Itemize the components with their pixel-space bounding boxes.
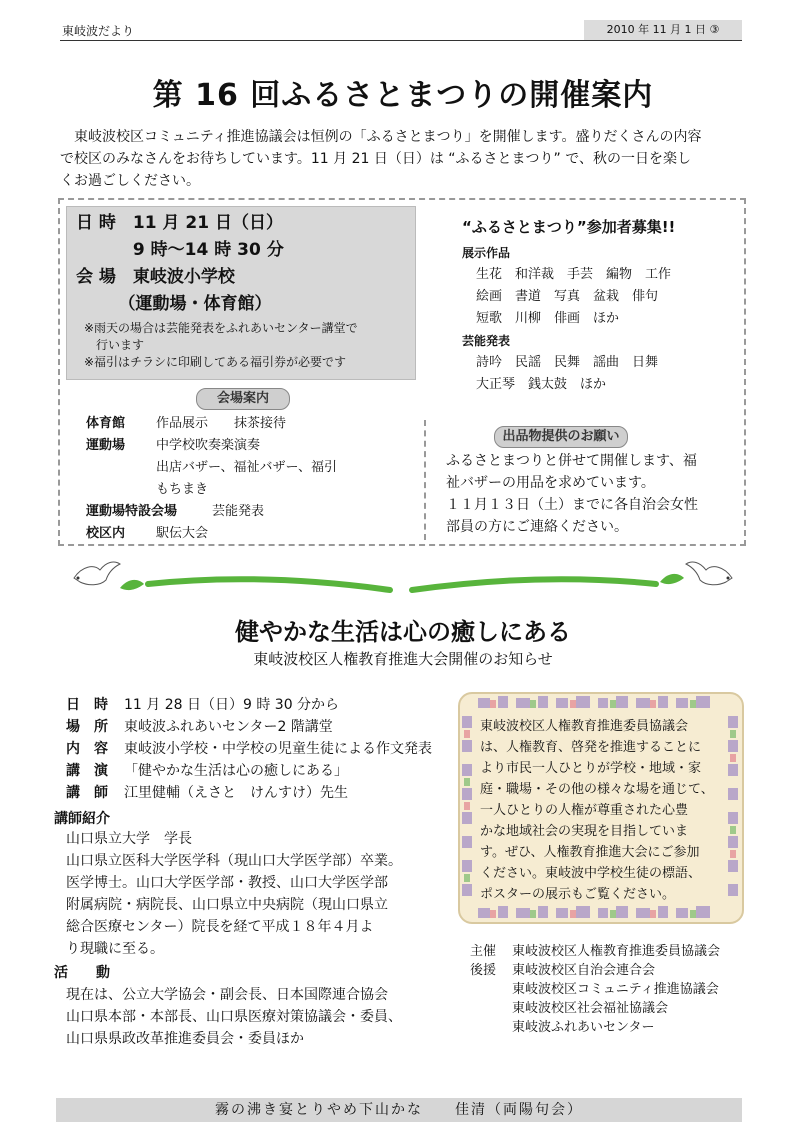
issue-date: 2010 年 11 月 1 日 ③	[584, 20, 742, 40]
profile-line: 山口県立大学 学長	[66, 831, 192, 847]
festival-intro	[60, 126, 750, 192]
message-text	[480, 716, 728, 905]
donation-notice	[446, 450, 736, 538]
green-swoosh-left	[148, 579, 390, 590]
intro-line: くお過ごしください。	[60, 173, 200, 189]
event-info	[66, 694, 466, 804]
header-rule	[60, 40, 742, 41]
note-line: ※福引はチラシに印刷してある福引券が必要です	[84, 355, 347, 369]
donation-line: 部員の方にご連絡ください。	[446, 519, 628, 535]
schedule-venue-detail: （運動場・体育館）	[76, 294, 272, 314]
human-rights-subtitle: 東岐波校区人権教育推進大会開催のお知らせ	[253, 650, 553, 668]
venue-guide	[86, 413, 416, 545]
schedule-notes	[84, 320, 358, 371]
venue-row: 運動場特設会場 芸能発表	[86, 504, 265, 519]
info-row: 講 演 「健やかな生活は心の癒しにある」	[66, 763, 348, 779]
support-row: 東岐波校区社会福祉協議会	[512, 1001, 669, 1016]
activity-line: 山口県本部・本部長、山口県医療対策協議会・委員、	[66, 1009, 402, 1025]
dove-icon	[74, 562, 120, 585]
message-line: かな地域社会の実現を目指していま	[480, 824, 689, 839]
green-swoosh-right	[412, 579, 656, 590]
bird-divider	[60, 556, 746, 602]
profile-line: 附属病院・病院長、山口県立中央病院（現山口県立	[66, 897, 388, 913]
note-line: ※雨天の場合は芸能発表をふれあいセンター講堂で	[84, 321, 358, 335]
festival-title: 第 16 回ふるさとまつりの開催案内	[152, 78, 654, 113]
donation-line: １１月１３日（土）までに各自治会女性	[446, 497, 698, 513]
message-line: ください。東岐波中学校生徒の標語、	[480, 866, 702, 881]
intro-line: で校区のみなさんをお待ちしています。11 月 21 日（日）は “ふるさとまつり” で、秋の一日を楽し	[60, 151, 691, 167]
schedule	[76, 210, 284, 318]
profile-line: 総合医療センター）院長を経て平成１８年４月よ	[66, 919, 374, 935]
info-row: 内 容 東岐波小学校・中学校の児童生徒による作文発表	[66, 741, 432, 757]
donation-banner: 出品物提供のお願い	[494, 426, 628, 448]
venue-row: 校区内 駅伝大会	[86, 526, 209, 541]
info-row: 日 時 11 月 28 日（日）9 時 30 分から	[66, 697, 340, 713]
message-line: 庭・職場・その他の様々な場を通じて、	[480, 782, 714, 797]
schedule-venue: 会 場 東岐波小学校	[76, 267, 235, 287]
exhibit-label: 展示作品	[462, 246, 511, 260]
venue-row: もちまき	[156, 482, 209, 497]
perform-line: 大正琴 銭太鼓 ほか	[476, 377, 607, 392]
profile-text	[66, 828, 446, 960]
support-row: 東岐波校区コミュニティ推進協議会	[512, 982, 719, 997]
organizer-row: 主催 東岐波校区人権教育推進委員協議会	[470, 944, 721, 959]
perform-label: 芸能発表	[462, 334, 511, 348]
support-row: 後援 東岐波校区自治会連合会	[470, 963, 656, 978]
sponsors	[470, 942, 750, 1037]
leaf-icon	[120, 580, 144, 590]
message-line: は、人権教育、啓発を推進することに	[480, 740, 702, 755]
activity-line: 現在は、公立大学協会・副会長、日本国際連合協会	[66, 987, 388, 1003]
exhibit-line: 短歌 川柳 俳画 ほか	[476, 311, 620, 326]
message-line: 東岐波校区人権教育推進委員協議会	[480, 719, 689, 734]
schedule-date: 日 時 11 月 21 日（日）	[76, 213, 283, 233]
inner-dash-divider	[424, 420, 426, 540]
activity-text	[66, 984, 446, 1050]
donation-line: ふるさとまつりと併せて開催します、福	[446, 453, 697, 469]
venue-row: 体育館 作品展示 抹茶接待	[86, 416, 287, 431]
profile-line: 山口県立医科大学医学科（現山口大学医学部）卒業。	[66, 853, 402, 869]
recruit-list	[462, 242, 742, 396]
donation-line: 祉バザーの用品を求めています。	[446, 475, 655, 491]
activity-heading: 活 動	[54, 965, 110, 981]
newsletter-name: 東岐波だより	[62, 24, 135, 38]
footer-haiku: 霧の沸き宴とりやめ下山かな 佳清（両陽句会）	[56, 1098, 742, 1122]
profile-heading: 講師紹介	[54, 811, 110, 827]
venue-row: 出店バザー、福祉バザー、福引	[156, 460, 337, 475]
note-line: 行います	[84, 338, 145, 352]
info-row: 講 師 江里健輔（えさと けんすけ）先生	[66, 785, 348, 801]
profile-line: り現職に至る。	[66, 941, 164, 957]
venue-row: 運動場 中学校吹奏楽演奏	[86, 438, 261, 453]
intro-line: 東岐波校区コミュニティ推進協議会は恒例の「ふるさとまつり」を開催します。盛りだくさんの内容	[60, 129, 702, 145]
dove-icon	[686, 562, 732, 585]
activity-line: 山口県県政改革推進委員会・委員ほか	[66, 1031, 304, 1047]
message-line: より市民一人ひとりが学校・地域・家	[480, 761, 702, 776]
support-row: 東岐波ふれあいセンター	[512, 1020, 655, 1035]
leaf-icon	[660, 574, 684, 584]
perform-line: 詩吟 民謡 民舞 謡曲 日舞	[476, 355, 659, 370]
info-row: 場 所 東岐波ふれあいセンター2 階講堂	[66, 719, 333, 735]
exhibit-line: 生花 和洋裁 手芸 編物 工作	[476, 267, 672, 282]
exhibit-line: 絵画 書道 写真 盆栽 俳句	[476, 289, 659, 304]
schedule-time: 9 時〜14 時 30 分	[76, 240, 284, 260]
message-line: ポスターの展示もご覧ください。	[480, 887, 676, 902]
venue-guide-banner: 会場案内	[196, 388, 290, 410]
human-rights-title: 健やかな生活は心の癒しにある	[235, 618, 571, 646]
recruit-title: “ふるさとまつり”参加者募集!!	[462, 218, 676, 236]
profile-line: 医学博士。山口大学医学部・教授、山口大学医学部	[66, 875, 388, 891]
message-line: 一人ひとりの人権が尊重された心豊	[480, 803, 689, 818]
message-line: す。ぜひ、人権教育推進大会にご参加	[480, 845, 700, 860]
